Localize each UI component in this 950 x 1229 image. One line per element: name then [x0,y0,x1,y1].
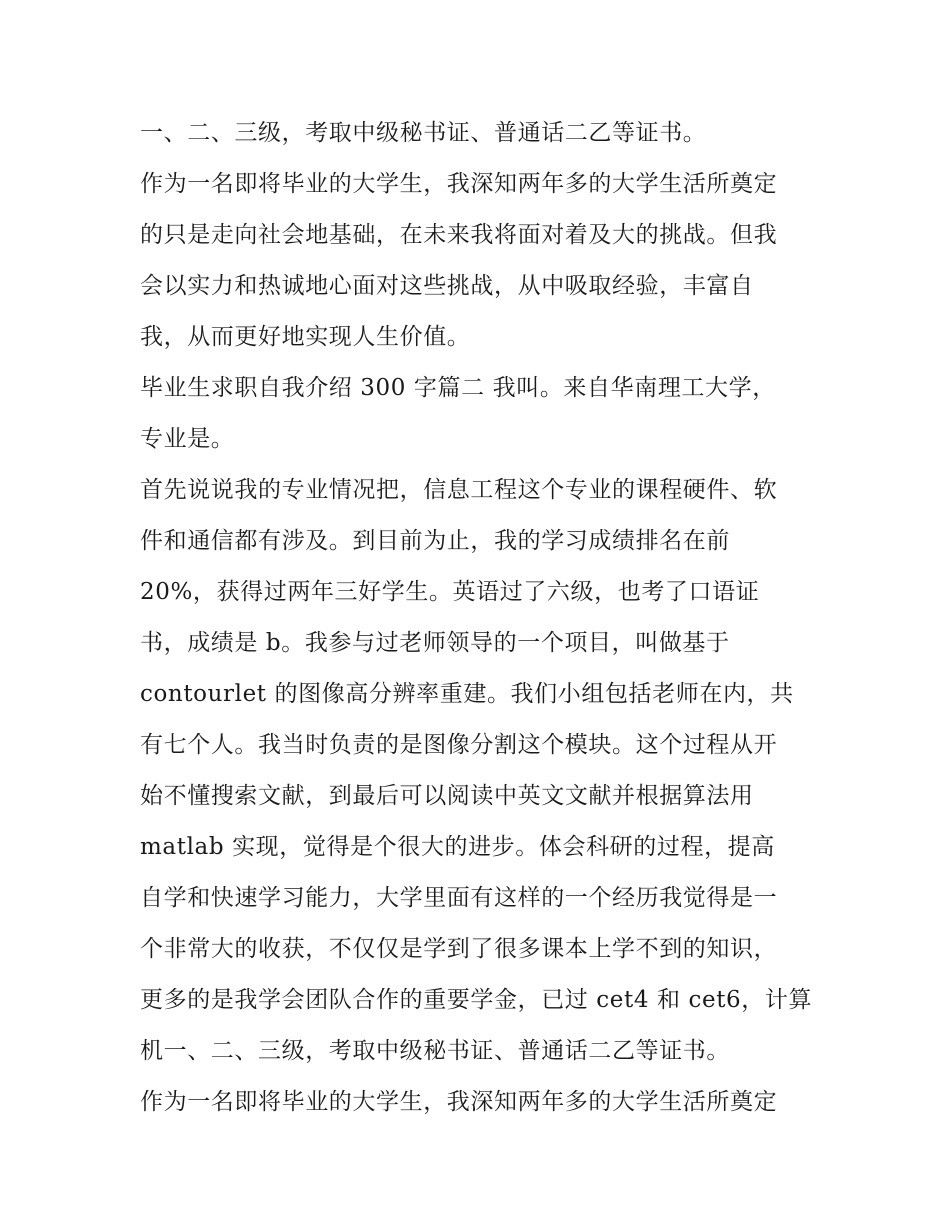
text-line: 专业是。 [140,426,235,452]
text-line: 作为一名即将毕业的大学生，我深知两年多的大学生活所奠定 [140,1089,778,1115]
text-line: 件和通信都有涉及。到目前为止，我的学习成绩排名在前 [140,528,730,554]
text-line: 书，成绩是 b。我参与过老师领导的一个项目，叫做基于 [140,630,730,656]
text-line: 有七个人。我当时负责的是图像分割这个模块。这个过程从开 [140,732,778,758]
text-line: 机一、二、三级，考取中级秘书证、普通话二乙等证书。 [140,1038,730,1064]
text-line: 首先说说我的专业情况把，信息工程这个专业的课程硬件、软 [140,477,778,503]
text-line: 自学和快速学习能力，大学里面有这样的一个经历我觉得是一 [140,885,778,911]
text-line: 作为一名即将毕业的大学生，我深知两年多的大学生活所奠定 [140,171,778,197]
text-line: contourlet 的图像高分辨率重建。我们小组包括老师在内，共 [140,681,794,707]
text-line: 20%，获得过两年三好学生。英语过了六级，也考了口语证 [140,579,760,605]
text-line: 更多的是我学会团队合作的重要学金，已过 cet4 和 cet6，计算 [140,987,813,1013]
document-text-body [140,108,830,1128]
text-line: 一、二、三级，考取中级秘书证、普通话二乙等证书。 [140,120,707,146]
text-line: 始不懂搜索文献，到最后可以阅读中英文文献并根据算法用 [140,783,754,809]
text-line: 个非常大的收获，不仅仅是学到了很多课本上学不到的知识， [140,936,778,962]
text-line: 的只是走向社会地基础，在未来我将面对着及大的挑战。但我 [140,222,778,248]
text-line: 毕业生求职自我介绍 300 字篇二 我叫。来自华南理工大学， [140,375,776,401]
text-line: matlab 实现，觉得是个很大的进步。体会科研的过程，提高 [140,834,775,860]
text-line: 会以实力和热诚地心面对这些挑战，从中吸取经验，丰富自 [140,273,754,299]
text-line: 我，从而更好地实现人生价值。 [140,324,471,350]
